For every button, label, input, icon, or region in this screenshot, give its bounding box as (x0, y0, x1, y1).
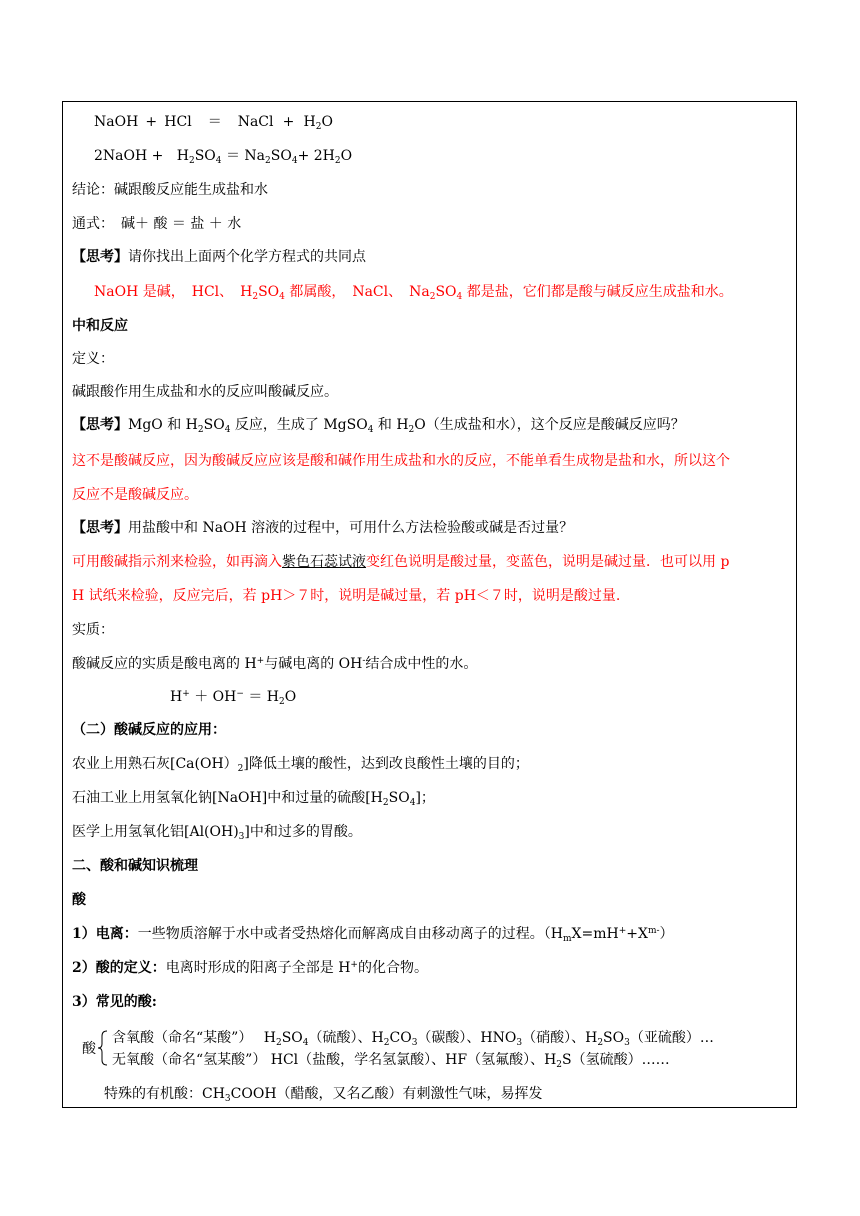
think-common-point: 【思考】请你找出上面两个化学方程式的共同点 (72, 249, 366, 265)
application-petroleum: 石油工业上用氢氧化钠[NaOH]中和过量的硫酸$[H_2SO_4]$； (72, 790, 435, 808)
organic-acid: 特殊的有机酸：$CH_3COOH$（醋酸，又名乙酸）有刺激性气味，易挥发 (104, 1086, 543, 1104)
conclusion: 结论：碱跟酸反应能生成盐和水 (72, 182, 268, 198)
answer-common-point: NaOH 是碱， HCl、 $H_2SO_4$ 都属酸， NaCl、 $Na_2SO_4$ 都是盐，它们都是酸与碱反应生成盐和水。 (94, 284, 733, 302)
brace-icon (98, 1030, 108, 1066)
ionic-equation: $H^+ + OH^- = H_2O$ (170, 689, 297, 707)
acid-class-label: 酸 (82, 1041, 96, 1057)
general-formula: 通式： 碱＋ 酸 ＝ 盐 ＋ 水 (72, 216, 242, 232)
non-oxyacids: 无氧酸（命名“氢某酸”） HCl（盐酸，学名氢氯酸）、HF（氢氟酸）、$H_2S$（氢硫酸）…… (112, 1052, 670, 1070)
heading-section-2: 二、酸和碱知识梳理 (72, 858, 198, 874)
oxyacids: 含氧酸（命名“某酸”） $H_2SO_4$（硫酸）、$H_2CO_3$（碳酸）、$HNO_3$（硝酸）、$H_2SO_3$（亚硫酸）… (112, 1030, 714, 1048)
definition-text: 碱跟酸作用生成盐和水的反应叫酸碱反应。 (72, 384, 338, 400)
common-acids-heading: 3）常见的酸: (72, 994, 157, 1010)
answer-mgo-line2: 反应不是酸碱反应。 (72, 487, 198, 503)
think-excess: 【思考】用盐酸中和 NaOH 溶液的过程中，可用什么方法检验酸或碱是否过量？ (72, 520, 574, 536)
heading-applications: （二）酸碱反应的应用： (72, 722, 226, 738)
definition-label: 定义： (72, 351, 114, 367)
application-agriculture: 农业上用熟石灰$[Ca(OH)_2]$降低土壤的酸性，达到改良酸性土壤的目的； (72, 756, 529, 774)
answer-excess-line2: H 试纸来检验，反应完后，若 pH＞７时，说明是碱过量，若 pH＜７时，说明是酸过量. (72, 588, 621, 604)
heading-neutralization: 中和反应 (72, 318, 128, 334)
essence-text: 酸碱反应的实质是酸电离的 H+与碱电离的 OH-结合成中性的水。 (72, 656, 478, 672)
think-mgo: 【思考】MgO 和 $H_2SO_4$ 反应，生成了 MgSO$_4$ 和 $H_2O$（生成盐和水），这个反应是酸碱反应吗？ (72, 417, 685, 435)
equation-naoh-h2so4: 2NaOH + $H_2SO_4 = Na_2SO_4+ 2H_2O$ (94, 148, 353, 166)
equation-naoh-hcl: NaOH + HCl ＝ NaCl + $H_2O$ (94, 114, 333, 132)
acid-definition: 2）酸的定义：电离时形成的阳离子全部是 H+的化合物。 (72, 960, 428, 976)
heading-acid: 酸 (72, 892, 86, 908)
answer-excess-line1: 可用酸碱指示剂来检验，如再滴入紫色石蕊试液变红色说明是酸过量，变蓝色，说明是碱过量．也可以用 p (72, 554, 730, 570)
application-medicine: 医学上用氢氧化铝$[Al(OH)_3]$中和过多的胃酸。 (72, 824, 362, 842)
essence-label: 实质： (72, 622, 114, 638)
answer-mgo-line1: 这不是酸碱反应，因为酸碱反应应该是酸和碱作用生成盐和水的反应，不能单看生成物是盐和水，所以这个 (72, 453, 730, 469)
ionization: 1）电离：一些物质溶解于水中或者受热熔化而解离成自由移动离子的过程。$(H_mX=mH^++X^{m-})$ (72, 926, 674, 944)
